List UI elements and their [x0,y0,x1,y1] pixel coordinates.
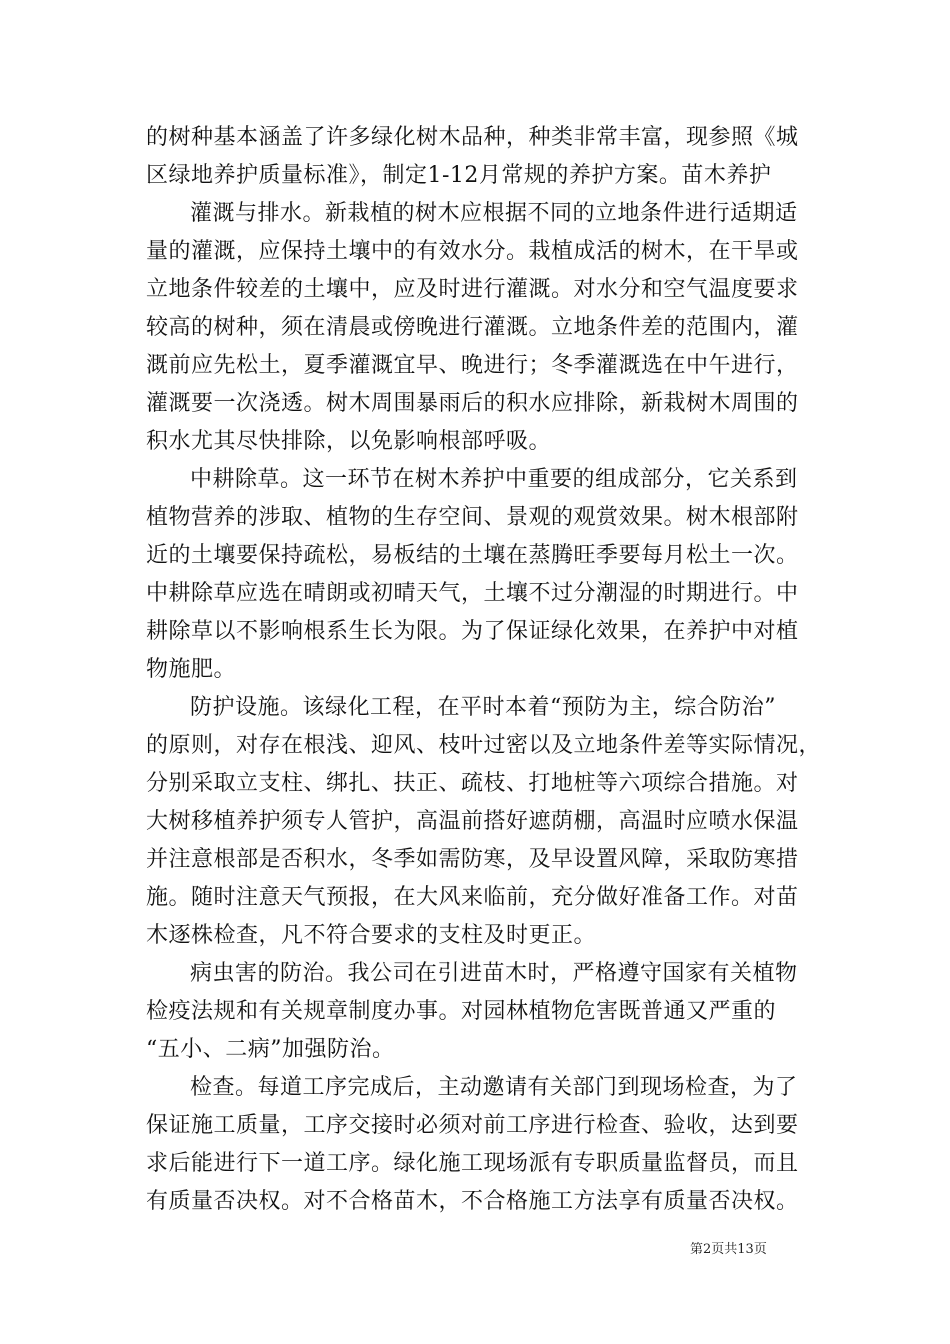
paragraph-start-line: 检查。每道工序完成后，主动邀请有关部门到现场检查，为了 [190,1075,798,1100]
text-line: 植物营养的涉取、植物的生存空间、景观的观赏效果。树木根部附 [146,505,799,530]
text-line: 耕除草以不影响根系生长为限。为了保证绿化效果，在养护中对植 [146,619,799,644]
text-line: 灌溉要一次浇透。树木周围暴雨后的积水应排除，新栽树木周围的 [146,391,799,416]
text-line: 区绿地养护质量标准》，制定1-12月常规的养护方案。苗木养护 [146,163,772,188]
text-line: 中耕除草应选在晴朗或初晴天气，土壤不过分潮湿的时期进行。中 [146,581,799,606]
text-line: 大树移植养护须专人管护，高温前搭好遮荫棚，高温时应喷水保温 [146,809,799,834]
paragraph-start-line: 中耕除草。这一环节在树木养护中重要的组成部分，它关系到 [190,467,798,492]
text-line: 立地条件较差的土壤中，应及时进行灌溉。对水分和空气温度要求 [146,277,799,302]
text-line: 较高的树种，须在清晨或傍晚进行灌溉。立地条件差的范围内，灌 [146,315,799,340]
text-line: 保证施工质量，工序交接时必须对前工序进行检查、验收，达到要 [146,1113,799,1138]
text-line: 的原则，对存在根浅、迎风、枝叶过密以及立地条件差等实际情况， [146,733,822,758]
text-line: 求后能进行下一道工序。绿化施工现场派有专职质量监督员，而且 [146,1151,799,1176]
text-line: 施。随时注意天气预报，在大风来临前，充分做好准备工作。对苗 [146,885,799,910]
document-body [146,119,826,1221]
text-line: 积水尤其尽快排除，以免影响根部呼吸。 [146,429,552,454]
text-line: 溉前应先松土，夏季灌溉宜早、晚进行；冬季灌溉选在中午进行， [146,353,799,378]
text-line: 量的灌溉，应保持土壤中的有效水分。栽植成活的树木，在干旱或 [146,239,799,264]
paragraph-start-line: 病虫害的防治。我公司在引进苗木时，严格遵守国家有关植物 [190,961,798,986]
text-line: 检疫法规和有关规章制度办事。对园林植物危害既普通又严重的 [146,999,777,1024]
text-line: 物施肥。 [146,657,237,682]
text-line: 木逐株检查，凡不符合要求的支柱及时更正。 [146,923,597,948]
text-line: 近的土壤要保持疏松，易板结的土壤在蒸腾旺季要每月松土一次。 [146,543,799,568]
page-number: 第2页共13页 [690,1242,767,1257]
paragraph-start-line: 灌溉与排水。新栽植的树木应根据不同的立地条件进行适期适 [190,201,798,226]
text-line: 分别采取立支柱、绑扎、扶正、疏枝、打地桩等六项综合措施。对 [146,771,799,796]
text-line: 并注意根部是否积水，冬季如需防寒，及早设置风障，采取防寒措 [146,847,799,872]
text-line: 有质量否决权。对不合格苗木，不合格施工方法享有质量否决权。 [146,1189,799,1214]
text-line: 的树种基本涵盖了许多绿化树木品种，种类非常丰富，现参照《城 [146,125,799,150]
paragraph-start-line: 防护设施。该绿化工程，在平时本着“预防为主，综合防治” [190,695,776,720]
text-line: “五小、二病”加强防治。 [146,1037,395,1062]
